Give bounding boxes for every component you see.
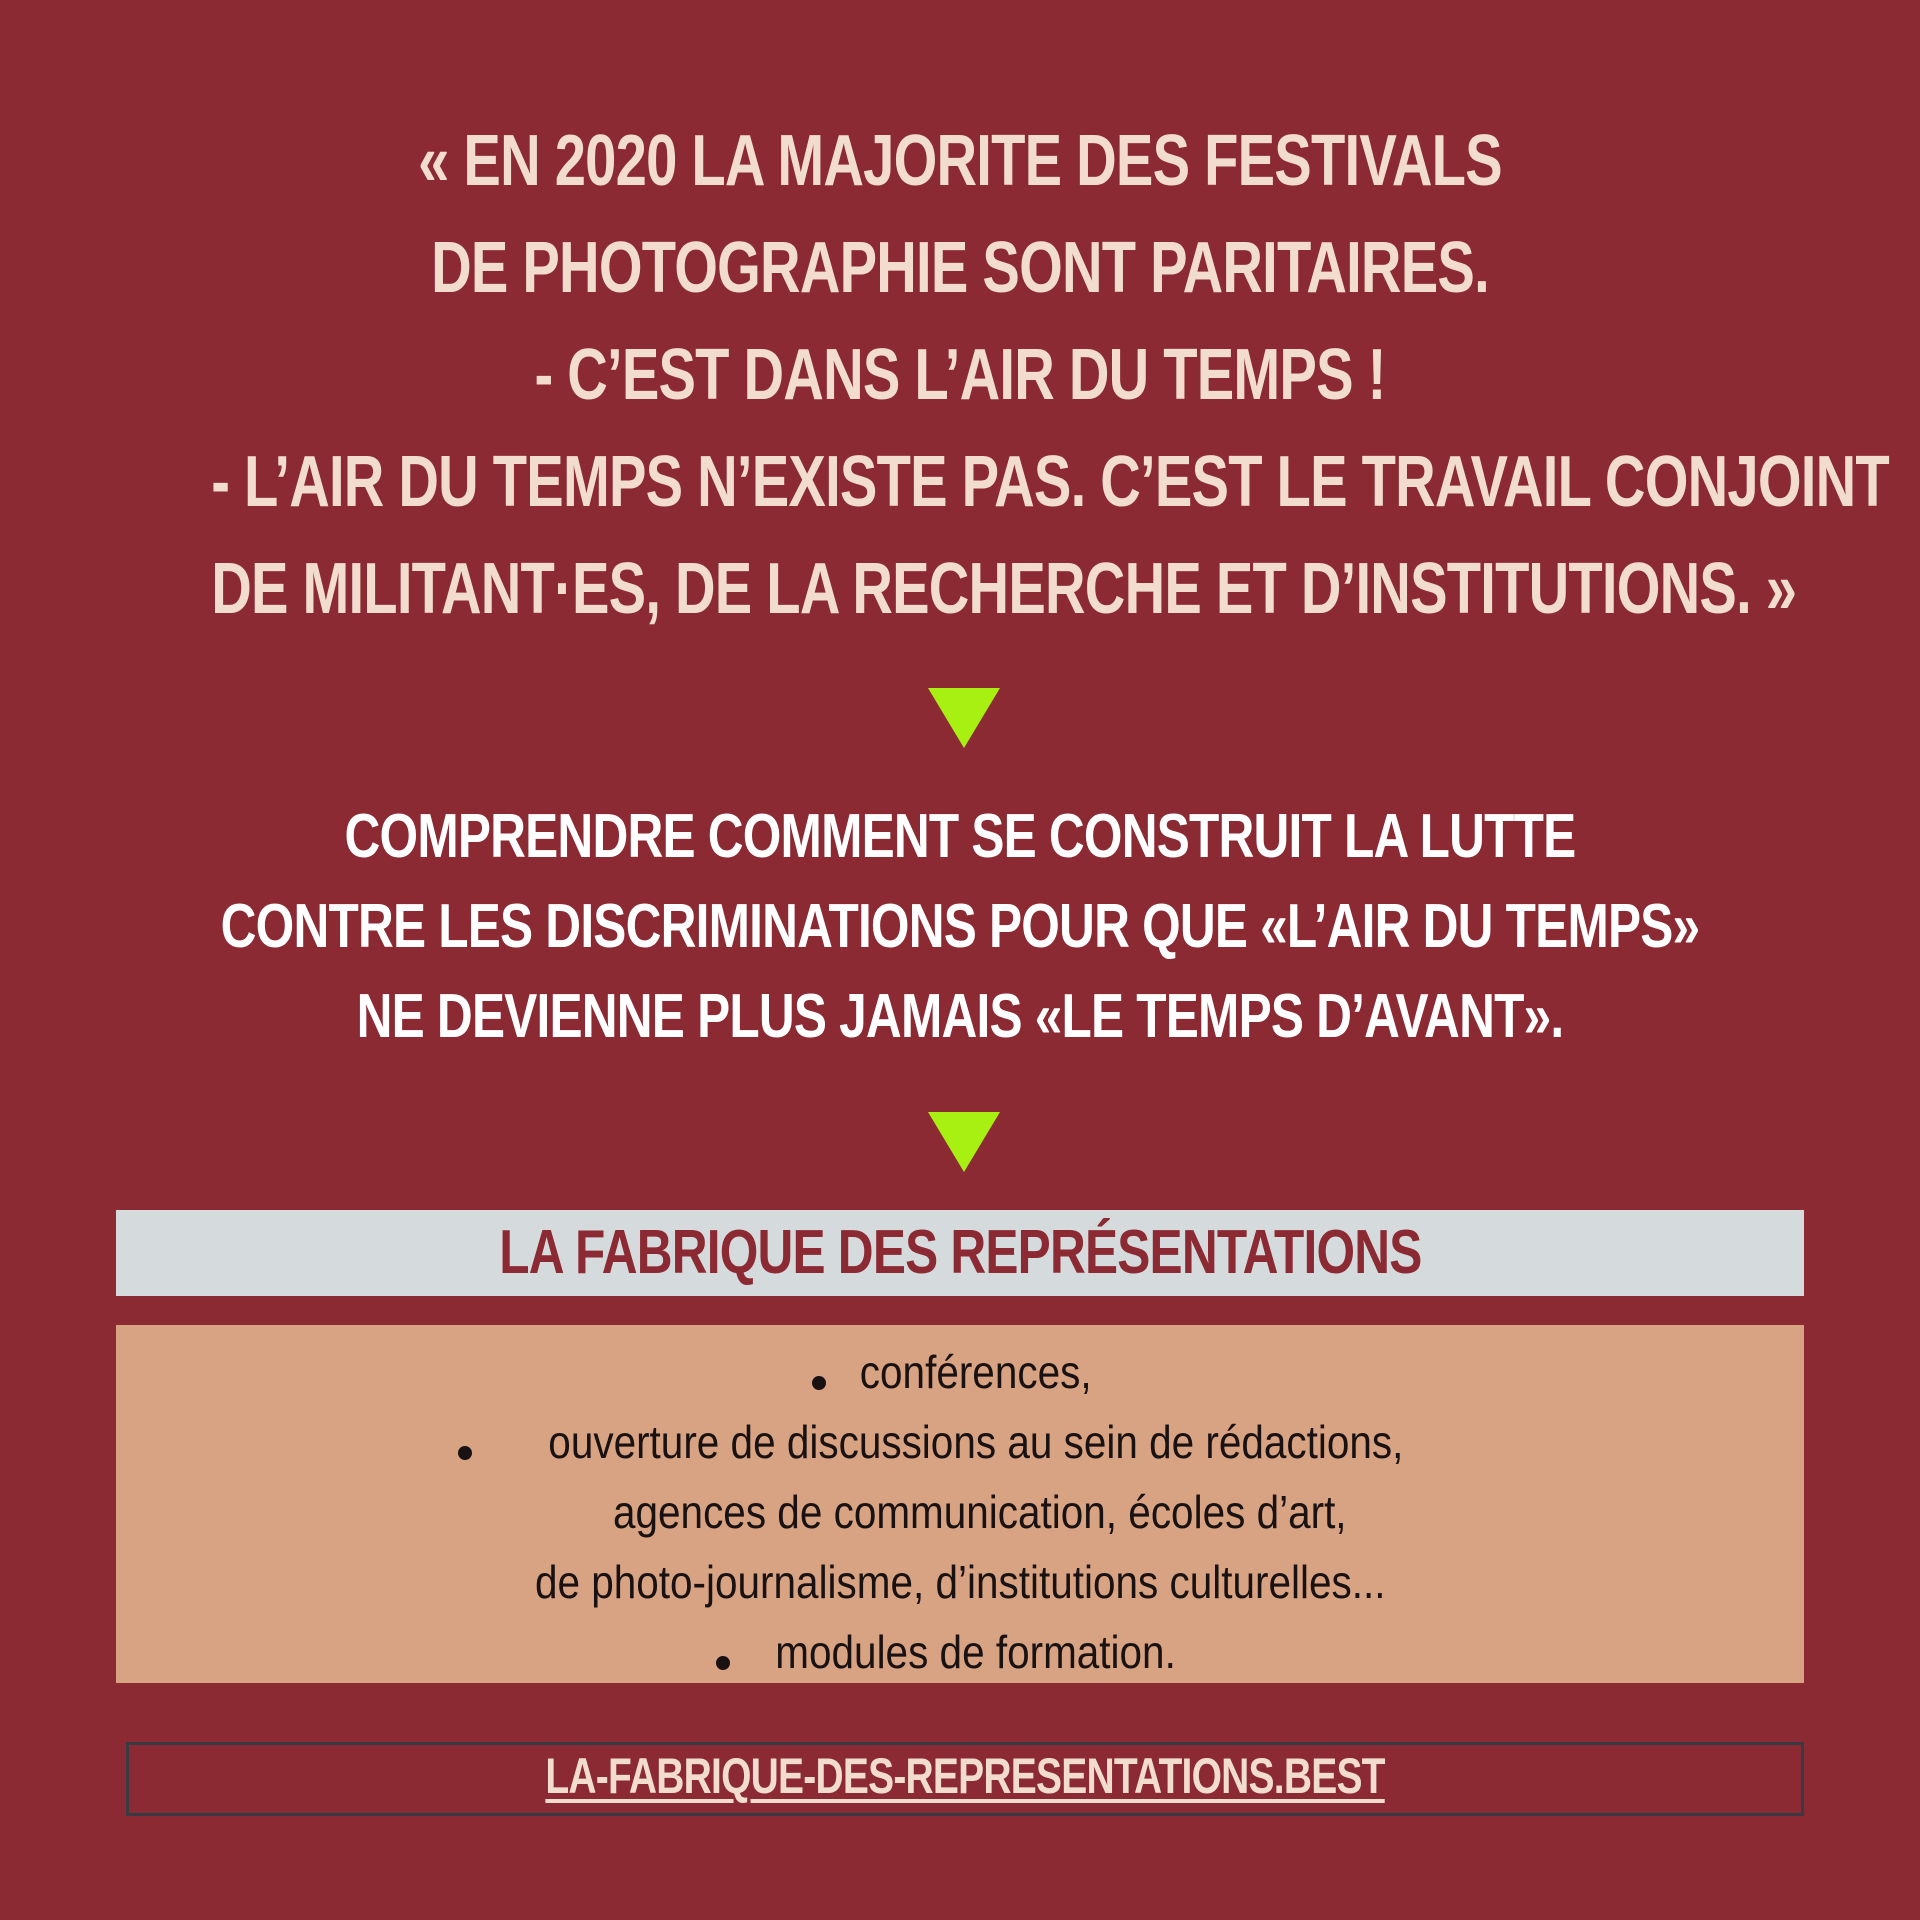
quote-line: DE MILITANT·ES, DE LA RECHERCHE ET D’INSTITUTIONS. » [211, 549, 1797, 629]
activity-text: conférences, [860, 1346, 1092, 1398]
activities-box [116, 1325, 1804, 1683]
mission-block [0, 792, 1920, 1062]
mission-line: COMPRENDRE COMMENT SE CONSTRUIT LA LUTTE [344, 802, 1576, 871]
website-link-box [126, 1742, 1804, 1816]
list-item [116, 1617, 1804, 1687]
list-item-continuation [116, 1547, 1804, 1617]
title-banner [116, 1210, 1804, 1296]
list-item [116, 1407, 1804, 1477]
bullet-icon [716, 1656, 730, 1670]
quote-line: - L’AIR DU TEMPS N’EXISTE PAS. C’EST LE TRAVAIL CONJOINT [211, 442, 1889, 522]
activity-text: agences de communication, écoles d’art, [613, 1486, 1347, 1538]
triangle-down-icon [928, 688, 1000, 748]
banner-title: LA FABRIQUE DES REPRÉSENTATIONS [498, 1218, 1422, 1287]
bullet-icon [812, 1376, 826, 1390]
mission-line: CONTRE LES DISCRIMINATIONS POUR QUE «L’AIR DU TEMPS» [220, 892, 1700, 961]
list-item-continuation [116, 1477, 1804, 1547]
quote-line: DE PHOTOGRAPHIE SONT PARITAIRES. [431, 228, 1489, 308]
mission-line: NE DEVIENNE PLUS JAMAIS «LE TEMPS D’AVANT». [356, 982, 1564, 1051]
activity-text: de photo-journalisme, d’institutions culturelles... [534, 1556, 1386, 1608]
activity-text: ouverture de discussions au sein de rédactions, [548, 1416, 1404, 1468]
quote-block [0, 108, 1920, 643]
website-link[interactable]: LA-FABRIQUE-DES-REPRESENTATIONS.BEST [545, 1748, 1385, 1804]
list-item [116, 1337, 1804, 1407]
triangle-down-icon [928, 1112, 1000, 1172]
bullet-icon [458, 1446, 472, 1460]
quote-line: « EN 2020 LA MAJORITE DES FESTIVALS [418, 121, 1502, 201]
quote-line: - C’EST DANS L’AIR DU TEMPS ! [534, 335, 1386, 415]
activity-text: modules de formation. [775, 1626, 1177, 1678]
